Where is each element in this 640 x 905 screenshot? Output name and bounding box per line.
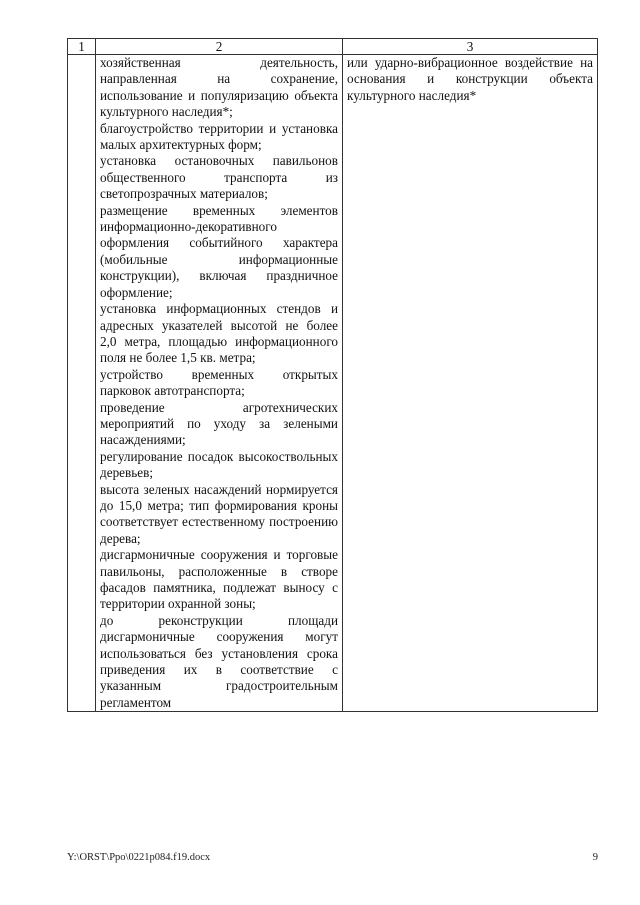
- header-col-3: 3: [343, 39, 598, 55]
- regulation-entry: благоустройство территории и установка малых архитектурных форм;: [100, 120, 338, 153]
- regulation-entry: установка остановочных павильонов общественного транспорта из светопрозрачных материалов;: [100, 153, 338, 202]
- regulation-table: [67, 38, 598, 712]
- regulation-entry: высота зеленых насаждений нормируется до 15,0 метра; тип формирования кроны соответствует естественному построению дерева;: [100, 481, 338, 546]
- regulation-entry: до реконструкции площади дисгармоничные сооружения могут использоваться без установления срока приведения их в соответствие с указанным градостроительным регламентом: [100, 612, 338, 710]
- cell-col-1: [68, 55, 96, 712]
- regulation-entry: размещение временных элементов информационно-декоративного оформления событийного характера (мобильные информационные конструкции), включая праздничное оформление;: [100, 202, 338, 300]
- regulation-entry: дисгармоничные сооружения и торговые павильоны, расположенные в створе фасадов памятника, подлежат выносу с территории охранной зоны;: [100, 547, 338, 612]
- table-row: [68, 55, 598, 712]
- regulation-entry: устройство временных открытых парковок автотранспорта;: [100, 366, 338, 399]
- header-col-2: 2: [96, 39, 343, 55]
- table-header-row: [68, 39, 598, 55]
- regulation-entry: регулирование посадок высокоствольных деревьев;: [100, 448, 338, 481]
- footer-file-path: Y:\ORST\Ppo\0221p084.f19.docx: [67, 852, 211, 863]
- page-number: 9: [592, 852, 598, 863]
- cell-col-2: [96, 55, 343, 712]
- regulation-entry: установка информационных стендов и адресных указателей высотой не более 2,0 метра, площадью информационного поля не более 1,5 кв. метра;: [100, 301, 338, 366]
- regulation-entry: проведение агротехнических мероприятий по уходу за зелеными насаждениями;: [100, 399, 338, 448]
- regulation-entry: хозяйственная деятельность, направленная на сохранение, использование и популяризацию объекта культурного наследия*;: [100, 55, 338, 120]
- header-col-1: 1: [68, 39, 96, 55]
- cell-col-3: или ударно-вибрационное воздействие на основания и конструкции объекта культурного наследия*: [343, 55, 598, 712]
